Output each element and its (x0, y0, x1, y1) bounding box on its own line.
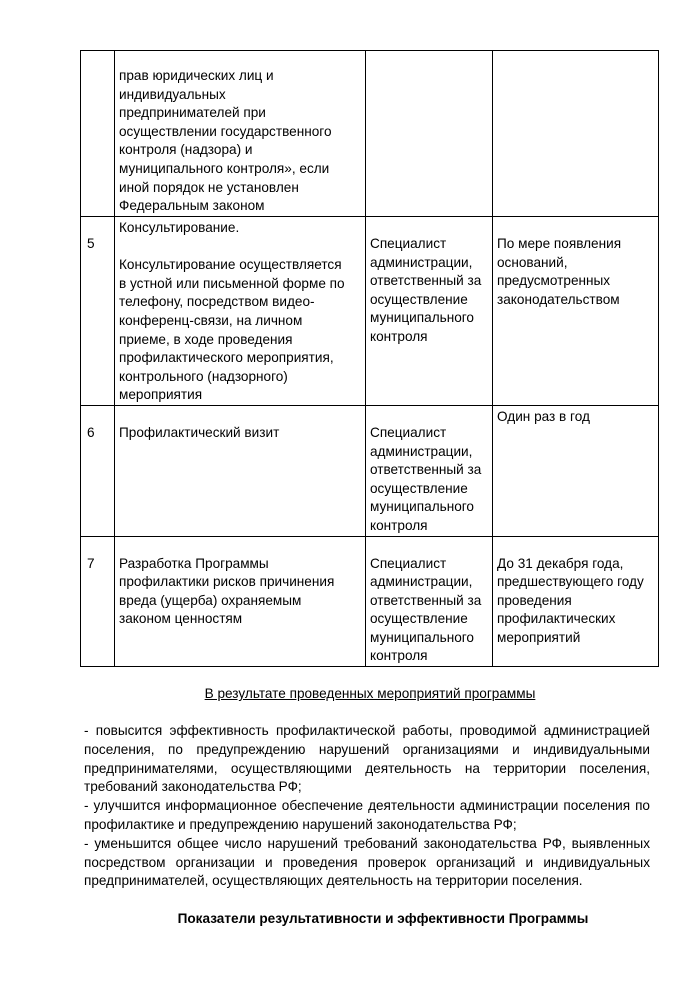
term-cell: До 31 декабря года, предшествующего году проведения профилактических мероприятий (493, 536, 659, 667)
result-item: - повысится эффективность профилактической работы, проводимой администрацией поселения, по предупреждению нарушений организациями и индивидуальными предпринимателями, осуществляющими деятельность на территории поселения, требований законодательства РФ; (84, 723, 650, 795)
activity-cell: Разработка Программы профилактики рисков причинения вреда (ущерба) охраняемым законом ценностям (115, 536, 366, 667)
table-row (81, 51, 659, 217)
term-cell: Один раз в год (493, 405, 659, 536)
indicators-title: Показатели результативности и эффективности Программы (177, 911, 589, 926)
result-item: - улучшится информационное обеспечение деятельности администрации поселения по профилактике и предупреждению нарушений законодательства РФ; (84, 798, 650, 832)
responsible-cell (366, 51, 493, 217)
responsible-cell: Специалист администрации, ответственный за осуществление муниципального контроля (366, 536, 493, 667)
results-title: В результате проведенных мероприятий программы (204, 686, 536, 701)
activity-cell: прав юридических лиц и индивидуальных предпринимателей при осуществлении государственного контроля (надзора) и муниципального контроля», если иной порядок не установлен Федеральным законом (115, 51, 366, 217)
term-cell (493, 51, 659, 217)
results-list (84, 722, 650, 891)
responsible-cell: Специалист администрации, ответственный за осуществление муниципального контроля (366, 217, 493, 406)
row-number: 5 (81, 217, 115, 406)
row-number (81, 51, 115, 217)
row-number: 7 (81, 536, 115, 667)
activity-cell: Профилактический визит (115, 405, 366, 536)
activities-table (80, 50, 659, 667)
table-row (81, 405, 659, 536)
table-row (81, 536, 659, 667)
row-number: 6 (81, 405, 115, 536)
responsible-cell: Специалист администрации, ответственный за осуществление муниципального контроля (366, 405, 493, 536)
result-item: - уменьшится общее число нарушений требований законодательства РФ, выявленных посредством организации и проведения проверок организаций и индивидуальных предпринимателей, осуществляющих деятельность на территории поселения. (84, 835, 650, 889)
term-cell: По мере появления оснований, предусмотренных законодательством (493, 217, 659, 406)
table-row (81, 217, 659, 406)
activity-cell: Консультирование. Консультирование осуществляется в устной или письменной форме по телефону, посредством видео- конференц-связи, на личном приеме, в ходе проведения профилактического мероприятия, контрольного (надзорного) мероприятия (115, 217, 366, 406)
